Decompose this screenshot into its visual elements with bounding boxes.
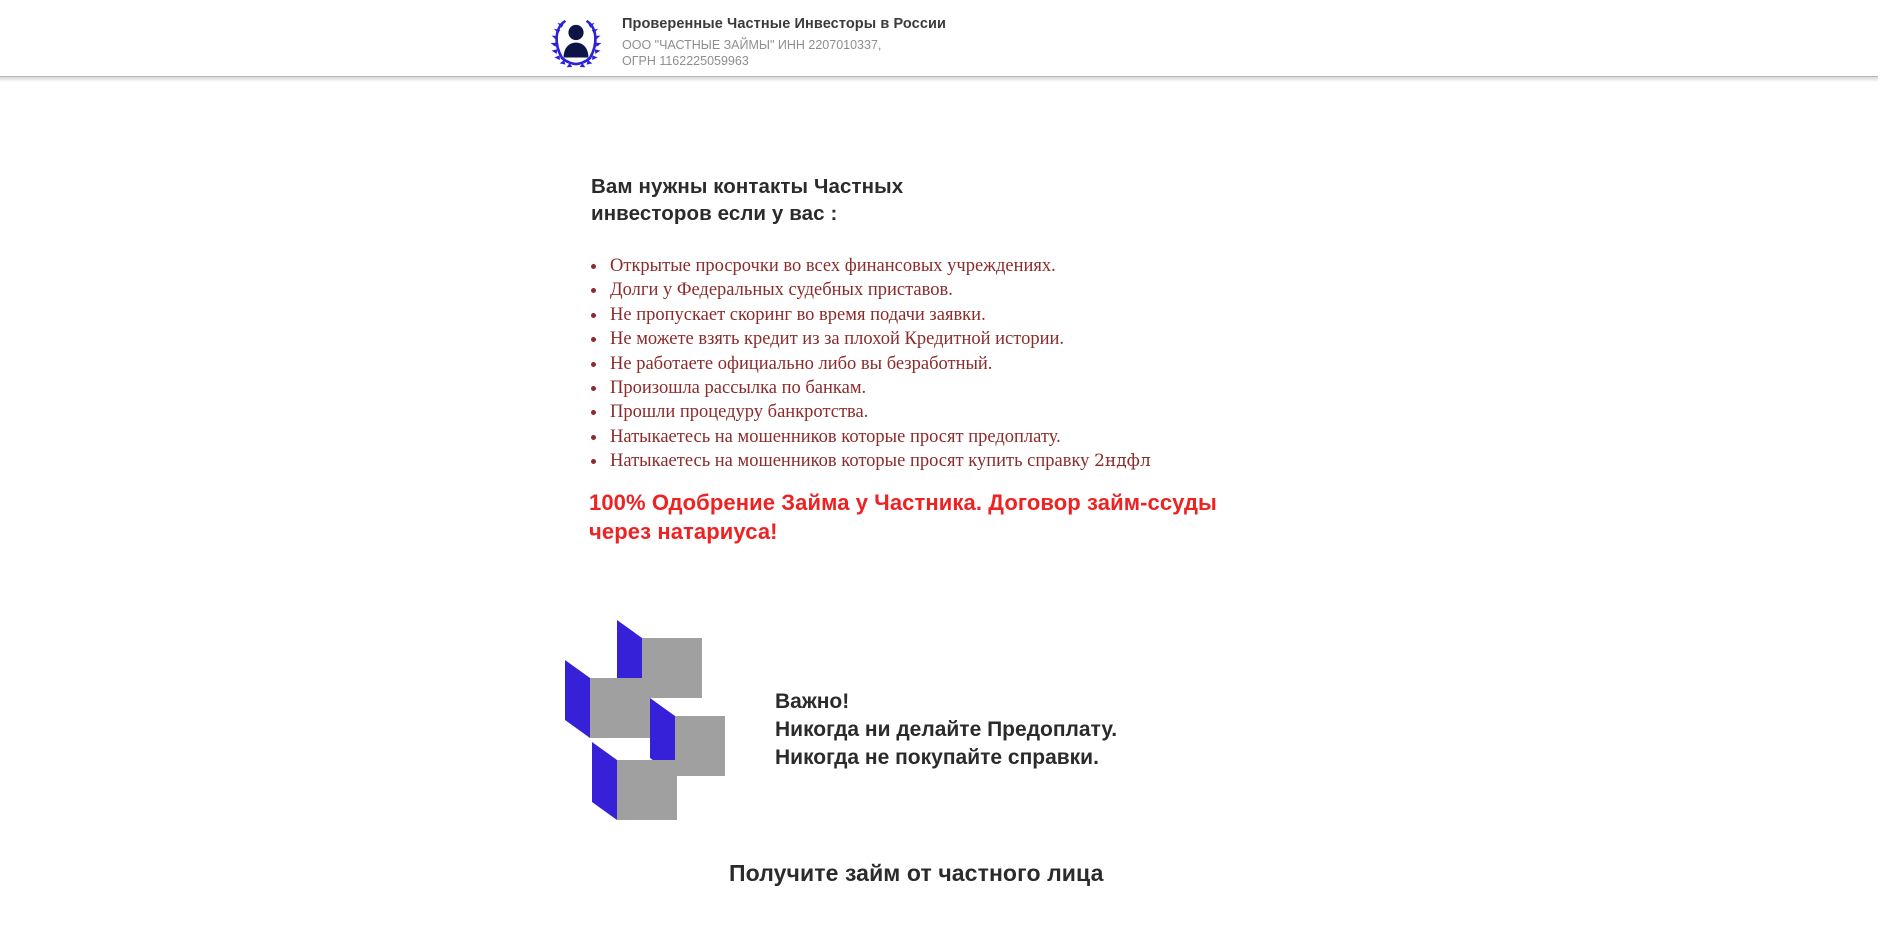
list-item: [589, 449, 1349, 473]
list-item-text: Не можете взять кредит из за плохой Кредитной истории.: [610, 329, 1065, 350]
list-item-text: Долги у Федеральных судебных приставов.: [610, 280, 953, 301]
list-item-text: Открытые просрочки во всех финансовых учреждениях.: [610, 256, 1056, 276]
list-item-text: Натыкаетесь на мошенников которые просят предоплату.: [610, 426, 1061, 447]
site-title: Проверенные Частные Инвесторы в России: [622, 16, 947, 32]
brand-block: [548, 12, 946, 69]
verified-investor-laurel-avatar-icon: [548, 13, 604, 69]
promo-banner: [589, 488, 1309, 546]
brand-text: [622, 12, 946, 69]
list-item: [589, 425, 1349, 449]
list-item: [589, 278, 1349, 302]
list-item: [589, 303, 1349, 327]
list-item: [589, 327, 1349, 351]
warning-line-2: Никогда ни делайте Предоплату.: [775, 718, 1118, 741]
bottom-heading: Получите займ от частного лица: [729, 860, 1104, 886]
warning-block: [775, 688, 1295, 772]
list-item-text: Не работаете официально либо вы безработный.: [610, 353, 993, 374]
list-item-text: Не пропускает скоринг во время подачи заявки.: [610, 304, 986, 325]
header-divider: [0, 76, 1878, 77]
company-legal-line-2: ОГРН 1162225059963: [622, 54, 749, 68]
isometric-blocks-logo: [565, 620, 725, 822]
warning-line-1: Важно!: [775, 690, 850, 713]
site-header: [0, 0, 1902, 78]
list-item-text-tail: 2ндфл: [1094, 451, 1151, 472]
promo-line-1: 100% Одобрение Займа у Частника. Договор займ-ссуды: [589, 490, 1217, 515]
company-legal-line-1: ООО "ЧАСТНЫЕ ЗАЙМЫ" ИНН 2207010337,: [622, 38, 882, 52]
list-item: [589, 254, 1349, 278]
list-item-text: Произошла рассылка по банкам.: [610, 378, 867, 399]
lead-heading-line-1: Вам нужны контакты Частных: [591, 175, 904, 198]
lead-heading-line-2: инвесторов если у вас :: [591, 202, 838, 225]
list-item: [589, 352, 1349, 376]
warning-line-3: Никогда не покупайте справки.: [775, 746, 1099, 769]
problem-list: [589, 254, 1349, 474]
list-item: [589, 400, 1349, 424]
list-item-text: Натыкаетесь на мошенников которые просят купить справку: [610, 451, 1095, 472]
list-item-text: Прошли процедуру банкротства.: [610, 402, 869, 423]
lead-heading: [591, 173, 1051, 227]
list-item: [589, 376, 1349, 400]
promo-line-2: через натариуса!: [589, 519, 778, 544]
